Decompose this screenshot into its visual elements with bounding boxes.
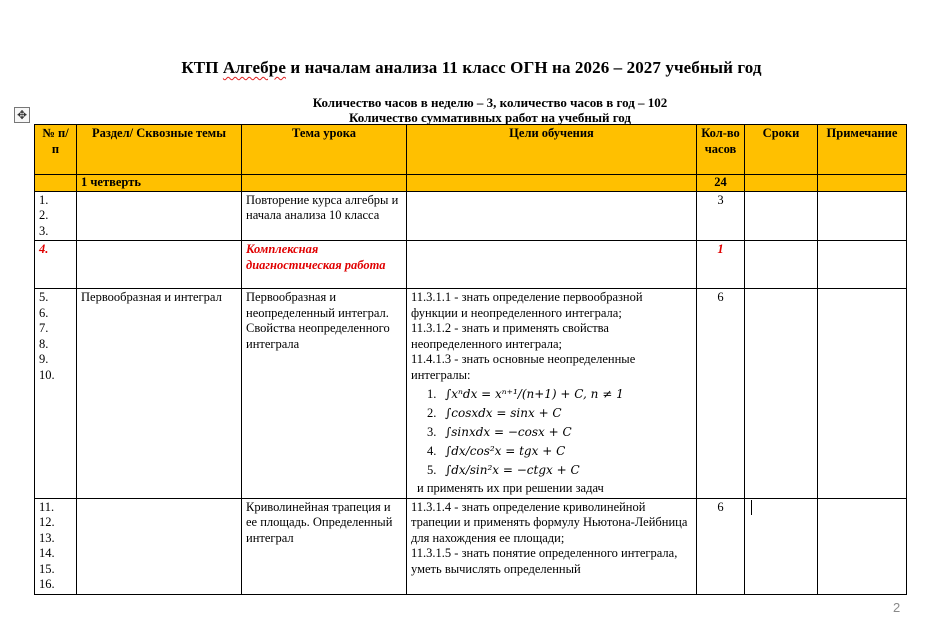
calendar-plan-table (34, 124, 907, 595)
header-topic: Тема урока (242, 125, 407, 175)
goals-cell[interactable] (407, 191, 697, 241)
dates-cell[interactable] (745, 191, 818, 241)
learning-goal: 11.4.1.3 - знать основные неопределенные интегралы: (411, 352, 636, 382)
table-cell[interactable] (242, 175, 407, 192)
table-cell[interactable] (407, 175, 697, 192)
goals-cell[interactable] (407, 241, 697, 289)
table-cell[interactable] (818, 175, 907, 192)
lesson-number: 8. (39, 336, 49, 351)
title-rest: и началам анализа 11 класс ОГН на 2026 – 2027 учебный год (285, 58, 762, 77)
learning-goal-tail: и применять их при решении задач (417, 481, 604, 495)
hours-cell[interactable]: 3 (697, 191, 745, 241)
learning-goal: 11.3.1.1 - знать определение первообразной функции и неопределенного интеграла; (411, 290, 643, 320)
lesson-numbers[interactable] (35, 498, 77, 594)
lesson-number: 3. (39, 223, 49, 238)
formula-item: 4. ∫dx/cos²x = tgx + C (427, 444, 566, 458)
page-number: 2 (893, 600, 901, 615)
section-cell[interactable] (77, 241, 242, 289)
lesson-number: 13. (39, 530, 55, 545)
section-cell[interactable] (77, 498, 242, 594)
formula-item: 2. ∫cosxdx = sinx + C (427, 406, 562, 420)
lesson-number: 12. (39, 515, 55, 529)
lesson-number: 14. (39, 546, 55, 560)
header-section: Раздел/ Сквозные темы (77, 125, 242, 175)
text-cursor (751, 500, 752, 515)
lesson-number: 9. (39, 352, 49, 366)
table-row (35, 289, 907, 499)
header-hours: Кол-во часов (697, 125, 745, 175)
goals-cell[interactable] (407, 498, 697, 594)
header-goals: Цели обучения (407, 125, 697, 175)
notes-cell[interactable] (818, 498, 907, 594)
lesson-number: 5. (39, 290, 49, 304)
dates-cell[interactable] (745, 241, 818, 289)
lesson-numbers[interactable] (35, 241, 77, 289)
document-title (0, 58, 943, 78)
formula-item: 1. ∫xⁿdx = xⁿ⁺¹/(n+1) + C, n ≠ 1 (427, 387, 624, 401)
title-prefix: КТП (181, 58, 223, 77)
learning-goal: 11.3.1.4 - знать определение криволинейной трапеции и применять формулу Ньютона-Лейбница для нахождения ее площади; (411, 499, 688, 545)
quarter-label[interactable]: 1 четверть (77, 175, 242, 192)
topic-cell[interactable]: Комплексная диагностическая работа (242, 241, 407, 289)
lesson-number: 11. (39, 499, 55, 514)
topic-cell[interactable]: Первообразная и неопределенный интеграл. Свойства неопределенного интеграла (242, 289, 407, 499)
header-dates: Сроки (745, 125, 818, 175)
notes-cell[interactable] (818, 241, 907, 289)
lesson-number: 4. (39, 242, 49, 256)
section-cell[interactable]: Первообразная и интеграл (77, 289, 242, 499)
table-header-row (35, 125, 907, 175)
topic-cell[interactable]: Криволинейная трапеция и ее площадь. Определенный интеграл (242, 498, 407, 594)
hours-summary: Количество часов в неделю – 3, количество часов в год – 102 (312, 95, 668, 110)
formula-item: 3. ∫sinxdx = −cosx + C (427, 425, 572, 439)
table-row (35, 241, 907, 289)
dates-cell[interactable] (745, 498, 818, 594)
learning-goal: 11.3.1.5 - знать понятие определенного интеграла, уметь вычислять определенный (411, 546, 678, 576)
header-notes: Примечание (818, 125, 907, 175)
lesson-number: 16. (39, 577, 55, 591)
table-move-handle-icon[interactable]: ✥ (14, 107, 30, 123)
title-spellcheck-word[interactable]: Алгебре (222, 58, 286, 77)
quarter-hours[interactable]: 24 (697, 175, 745, 192)
dates-cell[interactable] (745, 289, 818, 499)
learning-goal: 11.3.1.2 - знать и применять свойства неопределенного интеграла; (411, 321, 609, 351)
table-cell[interactable] (745, 175, 818, 192)
summative-works-summary: Количество суммативных работ на учебный год (348, 110, 631, 125)
hours-cell[interactable]: 6 (697, 498, 745, 594)
hours-cell[interactable]: 1 (697, 241, 745, 289)
quarter-row (35, 175, 907, 192)
lesson-number: 2. (39, 208, 49, 222)
header-number: № п/п (35, 125, 77, 175)
notes-cell[interactable] (818, 289, 907, 499)
goals-cell[interactable] (407, 289, 697, 499)
table-row (35, 498, 907, 594)
table-cell[interactable] (35, 175, 77, 192)
lesson-numbers[interactable] (35, 191, 77, 241)
formula-item: 5. ∫dx/sin²x = −ctgx + C (427, 463, 580, 477)
notes-cell[interactable] (818, 191, 907, 241)
lesson-number: 10. (39, 367, 55, 382)
section-cell[interactable] (77, 191, 242, 241)
hours-cell[interactable]: 6 (697, 289, 745, 499)
lesson-number: 6. (39, 305, 49, 320)
integral-formulas-list (427, 385, 692, 480)
lesson-number: 15. (39, 561, 55, 576)
topic-cell[interactable]: Повторение курса алгебры и начала анализа 10 класса (242, 191, 407, 241)
table-row (35, 191, 907, 241)
lesson-number: 7. (39, 321, 49, 335)
lesson-numbers[interactable] (35, 289, 77, 499)
lesson-number: 1. (39, 192, 49, 207)
